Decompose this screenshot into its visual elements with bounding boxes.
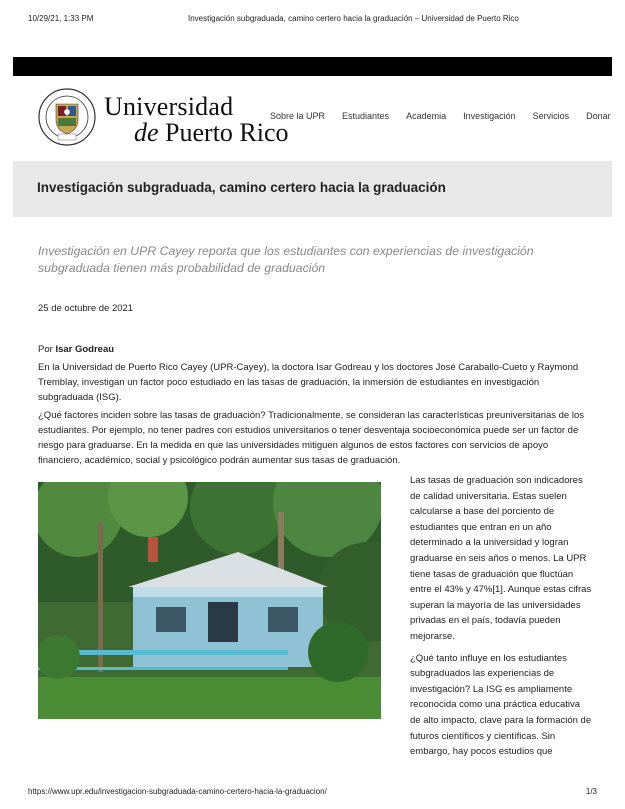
main-nav (270, 111, 611, 121)
publication-date: 25 de octubre de 2021 (38, 303, 134, 314)
print-datetime: 10/29/21, 1:33 PM (28, 14, 94, 23)
nav-donar[interactable]: Donar (586, 111, 611, 121)
campus-building-photo (38, 482, 381, 719)
paragraph-1: En la Universidad de Puerto Rico Cayey (UPR-Cayey), la doctora Isar Godreau y los doctores José Caraballo-Cueto y Raymond Tremblay, investigan un factor poco estudiado en las tasas de graduación, la inmersión de estudiantes en investigación subgraduada (ISG). (38, 362, 579, 403)
byline-prefix: Por (38, 344, 53, 355)
article-title: Investigación subgraduada, camino certero hacia la graduación (37, 180, 446, 195)
print-url: https://www.upr.edu/investigacion-subgraduada-camino-certero-hacia-la-graduacion/ (28, 787, 327, 796)
print-header (28, 14, 597, 23)
nav-academia[interactable]: Academia (406, 111, 447, 121)
wordmark-de: de (134, 118, 159, 147)
university-wordmark[interactable] (104, 94, 289, 146)
university-seal-icon[interactable] (38, 88, 96, 146)
wordmark-puerto-rico: Puerto Rico (165, 118, 289, 147)
article-photo (38, 482, 381, 719)
title-band (13, 161, 612, 217)
author-name: Isar Godreau (55, 344, 115, 355)
print-footer (28, 787, 597, 796)
side-column (410, 473, 592, 766)
paragraph-2: ¿Qué factores inciden sobre las tasas de graduación? Tradicionalmente, se consideran las características preuniversitarias de los estudiantes. Por ejemplo, no tener padres con estudios universitarios o tener desventaja socioeconómica puede ser un factor de riesgo para graduarse. En la medida en que las universidades mitiguen algunos de estos factores con servicios de apoyo financiero, académico, social y psicológico podrán aumentar sus tasas de graduación. (38, 410, 585, 466)
byline (38, 344, 114, 355)
site-header (38, 88, 612, 150)
nav-servicios[interactable]: Servicios (532, 111, 570, 121)
print-page-number: 1/3 (585, 787, 597, 796)
nav-investigacion[interactable]: Investigación (463, 111, 516, 121)
article-lede: Investigación en UPR Cayey reporta que los estudiantes con experiencias de investigación subgraduada tienen más probabilidad de graduación (38, 244, 534, 275)
paragraph-4: ¿Qué tanto influye en los estudiantes subgraduados las experiencias de investigación? La ISG es ampliamente reconocida como una práctica educativa de alto impacto, clave para la formación de futuros científicos y científicas. Sin embargo, hay pocos estudios que (410, 652, 592, 758)
nav-sobre-la-upr[interactable]: Sobre la UPR (270, 111, 326, 121)
paragraph-3: Las tasas de graduación son indicadores de calidad universitaria. Estas suelen calcularse a base del porciento de estudiantes que entran en un año determinado a la universidad y logran graduarse en seis años o menos. La UPR tiene tasas de graduación que fluctúan entre el 43% y 47%[1]. Aunque estas cifras superan la mayoría de las universidades privadas en el país, todavía pueden mejorarse. (410, 475, 592, 642)
wordmark-line2 (134, 120, 289, 146)
nav-estudiantes[interactable]: Estudiantes (342, 111, 390, 121)
print-page-title: Investigación subgraduada, camino certero hacia la graduación – Universidad de Puerto Rico (188, 14, 519, 23)
wordmark-line1: Universidad (104, 92, 234, 121)
top-black-bar (13, 57, 612, 76)
